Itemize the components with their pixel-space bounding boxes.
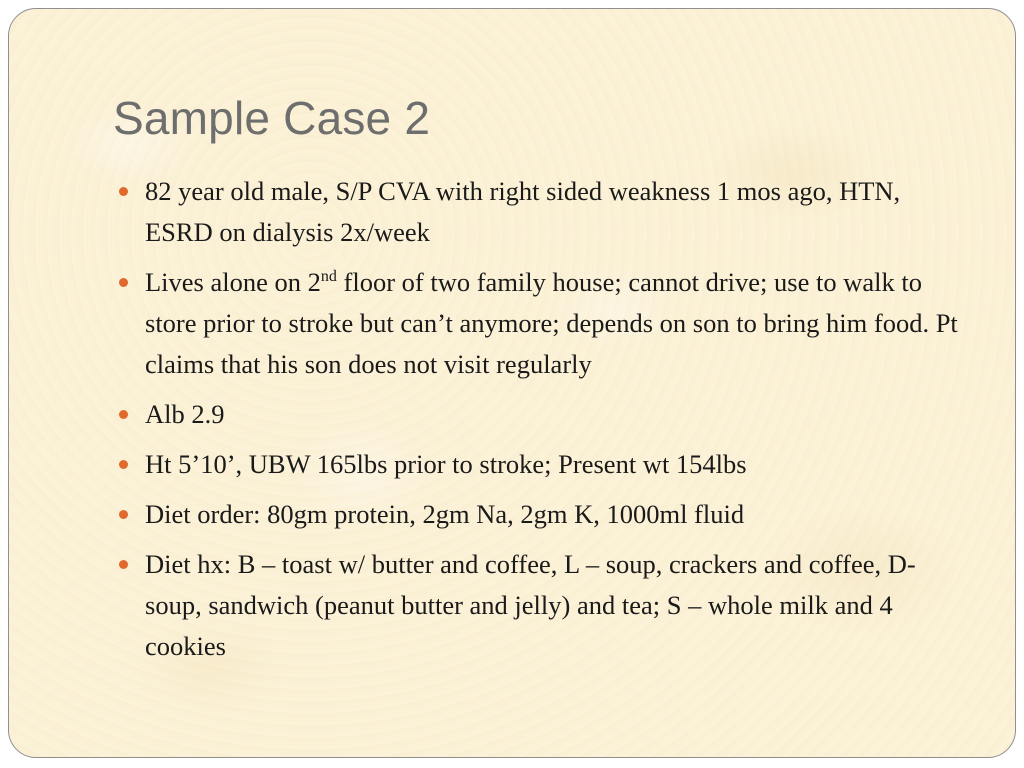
bullet-text-part-2: floor of two family house; cannot drive; use to walk to store prior to stroke but can’t anymore; depends on son to bring him food. Pt claims that his son does not visit regularly (145, 267, 958, 379)
bullet-item-albumin (119, 394, 969, 435)
slide-title: Sample Case 2 (113, 92, 431, 144)
bullet-item-height-weight (119, 444, 969, 485)
bullet-text: 82 year old male, S/P CVA with right sided weakness 1 mos ago, HTN, ESRD on dialysis 2x/week (145, 176, 901, 247)
bullet-dot-icon (119, 460, 128, 469)
bullet-item-diet-history (119, 544, 969, 667)
bullet-item-living-situation (119, 262, 969, 385)
bullet-dot-icon (119, 278, 128, 287)
bullet-list (119, 171, 969, 676)
bullet-superscript: nd (320, 268, 337, 285)
bullet-item-patient-history (119, 171, 969, 253)
bullet-text: Alb 2.9 (145, 399, 225, 429)
bullet-text: Ht 5’10’, UBW 165lbs prior to stroke; Present wt 154lbs (145, 449, 747, 479)
bullet-text: Diet order: 80gm protein, 2gm Na, 2gm K, 1000ml fluid (145, 499, 745, 529)
bullet-dot-icon (119, 187, 128, 196)
bullet-dot-icon (119, 410, 128, 419)
slide (8, 8, 1016, 758)
bullet-dot-icon (119, 560, 128, 569)
bullet-text: Diet hx: B – toast w/ butter and coffee, L – soup, crackers and coffee, D-soup, sandwich (peanut butter and jelly) and tea; S – whole milk and 4 cookies (145, 549, 916, 661)
bullet-text-part-1: Lives alone on 2 (145, 267, 321, 297)
bullet-item-diet-order (119, 494, 969, 535)
bullet-dot-icon (119, 510, 128, 519)
